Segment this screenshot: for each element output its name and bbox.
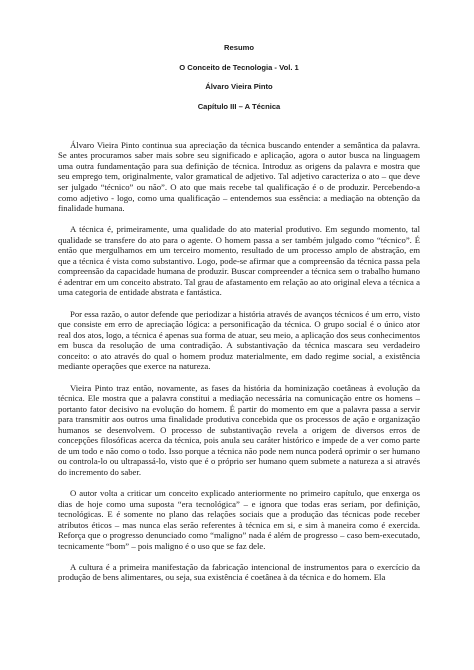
book-title: O Conceito de Tecnologia - Vol. 1 — [179, 62, 299, 72]
paragraph-5: O autor volta a criticar um conceito explicado anteriormente no primeiro capítulo, que enxerga os dias de hoje como uma suposta “era tecnológica” – e ignora que todas eras seriam, por definição, tecnológicas. E é somente no plano das relações sociais que a produção das técnicas pode receber atributos éticos – mas nunca elas serão referentes à técnica em si, e sim à maneira como é exercida. Reforça que o progresso denunciado como “maligno” nada é além de progresso – caso bem-executado, tecnicamente “bom” – pois maligno é o uso que se faz dele. — [58, 488, 420, 551]
paragraph-3: Por essa razão, o autor defende que periodizar a história através de avanços técnicos é um erro, visto que consiste em erro de apreciação lógica: a personificação da técnica. O grupo social é o único ator real dos atos, logo, a técnica é apenas sua forma de atuar, seu meio, a aplicação dos seus conhecimentos em busca da resolução de uma contradição. A substantivação da técnica mascara seu verdadeiro conceito: o ato através do qual o homem produz materialmente, em dado regime social, a existência mediante operações que exerce na natureza. — [58, 308, 420, 372]
paragraph-6: A cultura é a primeira manifestação da fabricação intencional de instrumentos para o exercício da produção de bens alimentares, ou seja, sua existência é coetânea à da técnica e do homem. Ela — [58, 561, 420, 583]
paragraph-1: Álvaro Vieira Pinto continua sua apreciação da técnica buscando entender a semântica da palavra. Se antes procuramos saber mais sobre seu significado e aplicação, agora o autor busca na linguagem uma outra fundamentação para sua definição de técnica. Introduz as origens da palavra e mostra que seu emprego tem, originalmente, valor gramatical de adjetivo. Tal adjetivo caracteriza o ato – que deve ser julgado “técnico” ou não”. O ato que mais recebe tal qualificação é o de produzir. Percebendo-a como adjetivo - logo, como uma qualificação – entendemos sua essência: a mediação na obtenção da finalidade humana. — [58, 139, 420, 214]
summary-label: Resumo — [224, 43, 254, 52]
chapter-title: Capítulo III – A Técnica — [197, 101, 281, 111]
author-name: Álvaro Vieira Pinto — [205, 82, 273, 92]
paragraph-4: Vieira Pinto traz então, novamente, as fases da história da hominização coetâneas à evolução da técnica. Ele mostra que a palavra constitui a mediação necessária na comunicação entre os homens – portanto fator decisivo na evolução do homem. É partir do momento em que a palavra passa a servir para transmitir aos outros uma finalidade produtiva concebida que os processos de ação e organização humanos se desenvolvem. O processo de substantivação revela a origem de diversos erros de concepções filosóficas acerca da técnica, pois anula seu caráter histórico e impede de a ver como parte de um todo e não como o todo. Isso porque a técnica não pode nem nunca poderá oprimir o ser humano ou controla-lo ou ultrapassá-lo, visto que é o próprio ser humano quem submete a natureza a si através do incremento do saber. — [58, 382, 420, 477]
paragraph-2: A técnica é, primeiramente, uma qualidade do ato material produtivo. Em segundo momento, tal qualidade se transfere do ato para o agente. O homem passa a ser também julgado como “técnico”. É então que mergulhamos em um terceiro momento, resultado de um processo amplo de abstração, em que a técnica é vista como substantivo. Logo, pode-se afirmar que a compreensão da técnica passa pela compreensão da capacidade humana de produzir. Buscar compreender a técnica sem o trabalho humano é adentrar em um conceito abstrato. Tal grau de afastamento em relação ao ato original eleva a técnica a uma categoria de entidade abstrata e fantástica. — [58, 224, 420, 298]
